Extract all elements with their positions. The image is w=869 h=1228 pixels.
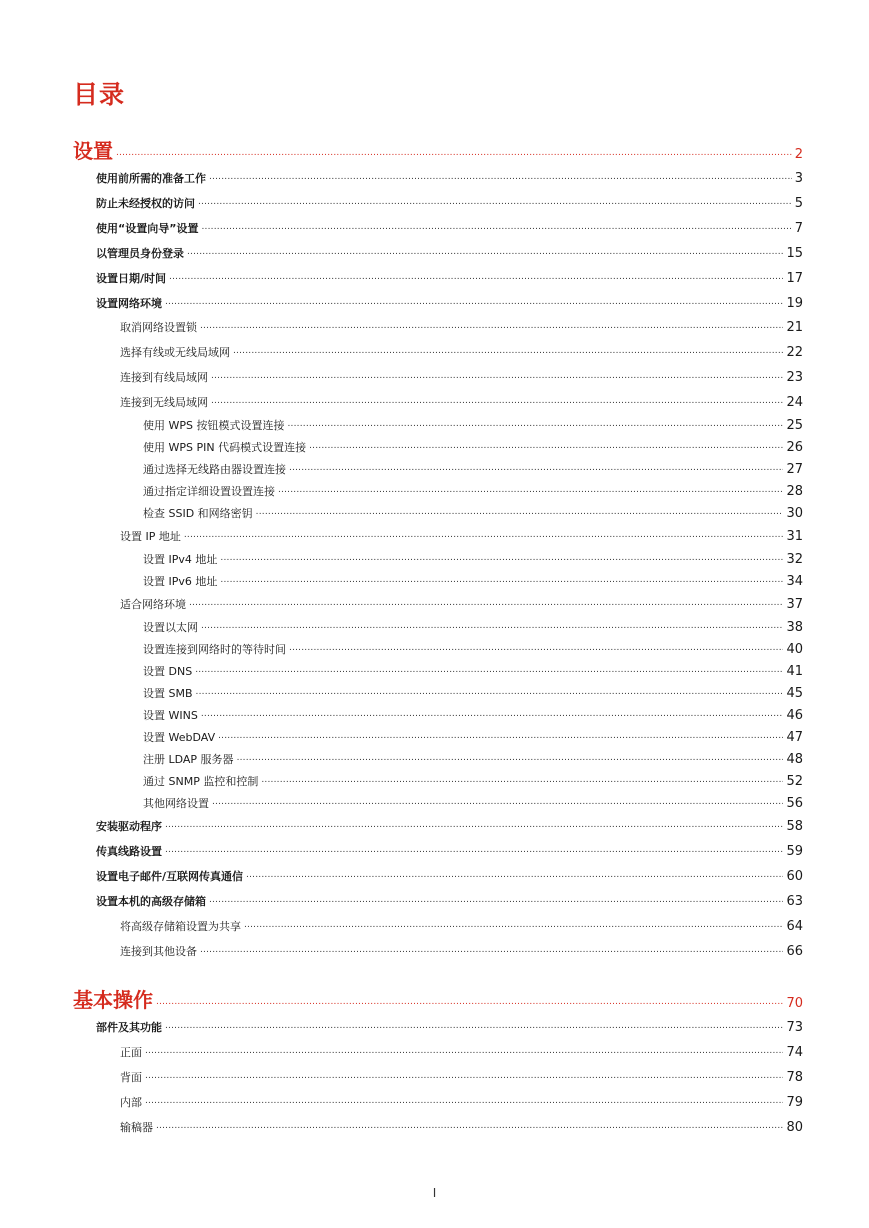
toc-entry-page-number: 15: [786, 245, 803, 261]
dot-leader: [145, 1094, 783, 1106]
dot-leader: [165, 295, 783, 307]
toc-entry-label: 输稿器: [120, 1120, 153, 1134]
dot-leader: [200, 319, 783, 331]
dot-leader: [165, 818, 783, 830]
toc-entry[interactable]: [96, 843, 803, 861]
toc-entry[interactable]: [120, 1119, 803, 1137]
toc-entry-page-number: 66: [786, 943, 803, 959]
toc-entry[interactable]: [96, 1019, 803, 1037]
toc-entry[interactable]: [143, 707, 803, 725]
dot-leader: [289, 641, 783, 653]
toc-entry-label: 以管理员身份登录: [96, 246, 184, 260]
toc-entry-page-number: 45: [786, 686, 803, 702]
toc-entry[interactable]: [120, 1044, 803, 1062]
toc-entry[interactable]: [143, 729, 803, 747]
toc-entry-label: 设置 IPv4 地址: [143, 553, 218, 567]
toc-entry-page-number: 48: [786, 752, 803, 768]
toc-entry-page-number: 46: [786, 708, 803, 724]
toc-entry[interactable]: [120, 344, 803, 362]
toc-entry-page-number: 34: [786, 574, 803, 590]
toc-entry[interactable]: [96, 295, 803, 313]
toc-entry-label: 设置电子邮件/互联网传真通信: [96, 869, 244, 883]
toc-entry-page-number: 37: [786, 597, 803, 613]
toc-entry-label: 取消网络设置锁: [120, 321, 197, 335]
toc-entry-label: 设置本机的高级存储箱: [96, 894, 206, 908]
dot-leader: [211, 369, 783, 381]
toc-entry[interactable]: [143, 483, 803, 501]
toc-entry-label: 内部: [120, 1095, 142, 1109]
dot-leader: [220, 551, 783, 563]
toc-entry[interactable]: [143, 551, 803, 569]
toc-entry[interactable]: [120, 1094, 803, 1112]
dot-leader: [244, 918, 783, 930]
toc-section-heading[interactable]: [73, 989, 803, 1011]
toc-entry[interactable]: [143, 573, 803, 591]
dot-leader: [145, 1069, 783, 1081]
toc-entry[interactable]: [120, 918, 803, 936]
toc-entry[interactable]: [143, 461, 803, 479]
toc-entry-label: 设置网络环境: [96, 296, 162, 310]
dot-leader: [212, 795, 783, 807]
toc-entry-page-number: 63: [786, 893, 803, 909]
dot-leader: [218, 729, 783, 741]
toc-entry-page-number: 32: [786, 552, 803, 568]
dot-leader: [309, 439, 783, 451]
toc-entry-label: 正面: [120, 1045, 142, 1059]
dot-leader: [261, 773, 783, 785]
toc-section-heading[interactable]: [73, 140, 803, 162]
toc-entry-page-number: 70: [786, 996, 803, 1011]
toc-entry-page-number: 26: [786, 440, 803, 456]
toc-entry-page-number: 38: [786, 620, 803, 636]
toc-entry[interactable]: [120, 369, 803, 387]
toc-entry[interactable]: [143, 641, 803, 659]
toc-entry-page-number: 79: [786, 1094, 803, 1110]
toc-entry-page-number: 17: [786, 270, 803, 286]
toc-entry-label: 将高级存储箱设置为共享: [120, 919, 241, 933]
toc-entry-label: 设置以太网: [143, 621, 198, 635]
dot-leader: [246, 868, 783, 880]
toc-entry[interactable]: [96, 170, 803, 188]
toc-entry[interactable]: [96, 893, 803, 911]
toc-entry-label: 传真线路设置: [96, 845, 162, 858]
toc-entry[interactable]: [96, 818, 803, 836]
toc-entry-label: 连接到其他设备: [120, 944, 197, 958]
toc-entry-page-number: 3: [794, 171, 803, 186]
toc-entry-page-number: 27: [786, 462, 803, 478]
toc-entry-label: 检查 SSID 和网络密钥: [143, 507, 253, 521]
toc-entry-label: 设置 DNS: [143, 665, 193, 679]
toc-entry-label: 设置连接到网络时的等待时间: [143, 643, 286, 657]
toc-entry-label: 选择有线或无线局域网: [120, 346, 230, 360]
toc-entry-page-number: 64: [786, 918, 803, 934]
toc-entry[interactable]: [96, 868, 803, 886]
dot-leader: [237, 751, 784, 763]
dot-leader: [201, 220, 791, 232]
dot-leader: [201, 707, 784, 719]
toc-entry[interactable]: [96, 195, 803, 213]
toc-entry-page-number: 23: [786, 370, 803, 386]
toc-entry-label: 适合网络环境: [120, 598, 186, 612]
toc-entry-label: 注册 LDAP 服务器: [143, 753, 234, 767]
toc-entry-label: 使用“设置向导”设置: [96, 221, 199, 235]
toc-entry[interactable]: [120, 319, 803, 337]
toc-entry-page-number: 73: [786, 1020, 803, 1035]
page-title: 目录: [73, 80, 126, 109]
toc-entry-page-number: 74: [786, 1044, 803, 1060]
dot-leader: [233, 344, 783, 356]
toc-entry-page-number: 24: [786, 395, 803, 411]
toc-entry[interactable]: [143, 773, 803, 791]
toc-entry-label: 通过指定详细设置设置连接: [143, 485, 275, 499]
dot-leader: [195, 663, 783, 675]
toc-entry[interactable]: [143, 795, 803, 813]
toc-entry-label: 使用 WPS PIN 代码模式设置连接: [143, 441, 307, 455]
dot-leader: [220, 573, 783, 585]
toc-entry-page-number: 19: [786, 295, 803, 311]
dot-leader: [196, 685, 784, 697]
toc-entry[interactable]: [96, 270, 803, 288]
toc-entry-page-number: 31: [786, 529, 803, 545]
dot-leader: [289, 461, 783, 473]
toc-entry-page-number: 56: [786, 796, 803, 812]
toc-entry[interactable]: [96, 245, 803, 263]
toc-entry-page-number: 2: [794, 147, 803, 162]
toc-entry-label: 设置 WINS: [143, 709, 198, 723]
toc-entry-label: 设置 IPv6 地址: [143, 575, 218, 589]
toc-entry-page-number: 28: [786, 484, 803, 500]
dot-leader: [156, 995, 783, 1007]
toc-entry-page-number: 58: [786, 819, 803, 835]
toc-entry-page-number: 7: [794, 220, 803, 236]
toc-entry[interactable]: [143, 685, 803, 703]
toc-entry-label: 设置日期/时间: [96, 271, 167, 285]
toc-entry-page-number: 59: [786, 844, 803, 859]
toc-entry-page-number: 60: [786, 868, 803, 884]
dot-leader: [209, 170, 792, 182]
toc-entry[interactable]: [120, 1069, 803, 1087]
dot-leader: [187, 245, 783, 257]
toc-entry-label: 部件及其功能: [96, 1021, 162, 1034]
toc-entry[interactable]: [143, 417, 803, 435]
dot-leader: [200, 943, 783, 955]
dot-leader: [184, 528, 784, 540]
toc-entry[interactable]: [143, 663, 803, 681]
dot-leader: [165, 1019, 783, 1031]
toc-entry-label: 使用前所需的准备工作: [96, 172, 206, 185]
toc-entry-page-number: 30: [786, 506, 803, 522]
toc-entry-label: 通过 SNMP 监控和控制: [143, 775, 259, 789]
toc-entry-page-number: 78: [786, 1069, 803, 1085]
dot-leader: [209, 893, 783, 905]
toc-entry-label: 设置 SMB: [143, 687, 193, 701]
toc-entry-page-number: 5: [794, 195, 803, 211]
dot-leader: [169, 270, 783, 282]
toc-entry-page-number: 25: [786, 418, 803, 434]
toc-entry-label: 设置: [73, 139, 113, 163]
dot-leader: [198, 195, 792, 207]
toc-entry[interactable]: [120, 596, 803, 614]
dot-leader: [156, 1119, 783, 1131]
toc-entry[interactable]: [120, 528, 803, 546]
toc-entry-label: 防止未经授权的访问: [96, 196, 195, 210]
toc-entry-label: 使用 WPS 按钮模式设置连接: [143, 419, 285, 433]
dot-leader: [256, 505, 784, 517]
page-number: I: [432, 1186, 437, 1200]
dot-leader: [116, 146, 792, 158]
dot-leader: [278, 483, 783, 495]
dot-leader: [165, 843, 783, 855]
toc-entry-label: 设置 WebDAV: [143, 731, 216, 745]
dot-leader: [189, 596, 783, 608]
toc-entry[interactable]: [143, 505, 803, 523]
toc-entry-label: 基本操作: [73, 988, 153, 1012]
toc-entry[interactable]: [143, 751, 803, 769]
dot-leader: [145, 1044, 783, 1056]
toc-entry-page-number: 52: [786, 774, 803, 790]
dot-leader: [211, 394, 783, 406]
toc-entry-page-number: 41: [786, 664, 803, 680]
toc-entry[interactable]: [120, 394, 803, 412]
toc-entry-label: 连接到有线局域网: [120, 371, 208, 385]
toc-entry-label: 其他网络设置: [143, 797, 209, 811]
toc-entry-label: 背面: [120, 1070, 142, 1084]
dot-leader: [201, 619, 783, 631]
toc-entry-label: 安装驱动程序: [96, 820, 162, 834]
toc-entry-page-number: 47: [786, 730, 803, 746]
toc-entry-page-number: 80: [786, 1119, 803, 1135]
toc-entry[interactable]: [143, 439, 803, 457]
toc-entry[interactable]: [96, 220, 803, 238]
toc-entry-label: 连接到无线局域网: [120, 396, 208, 410]
toc-entry-label: 设置 IP 地址: [120, 530, 181, 544]
toc-entry-label: 通过选择无线路由器设置连接: [143, 463, 286, 477]
dot-leader: [288, 417, 784, 429]
toc-entry-page-number: 22: [786, 345, 803, 361]
toc-entry[interactable]: [143, 619, 803, 637]
toc-entry-page-number: 21: [786, 320, 803, 336]
toc-entry-page-number: 40: [786, 642, 803, 658]
toc-entry[interactable]: [120, 943, 803, 961]
